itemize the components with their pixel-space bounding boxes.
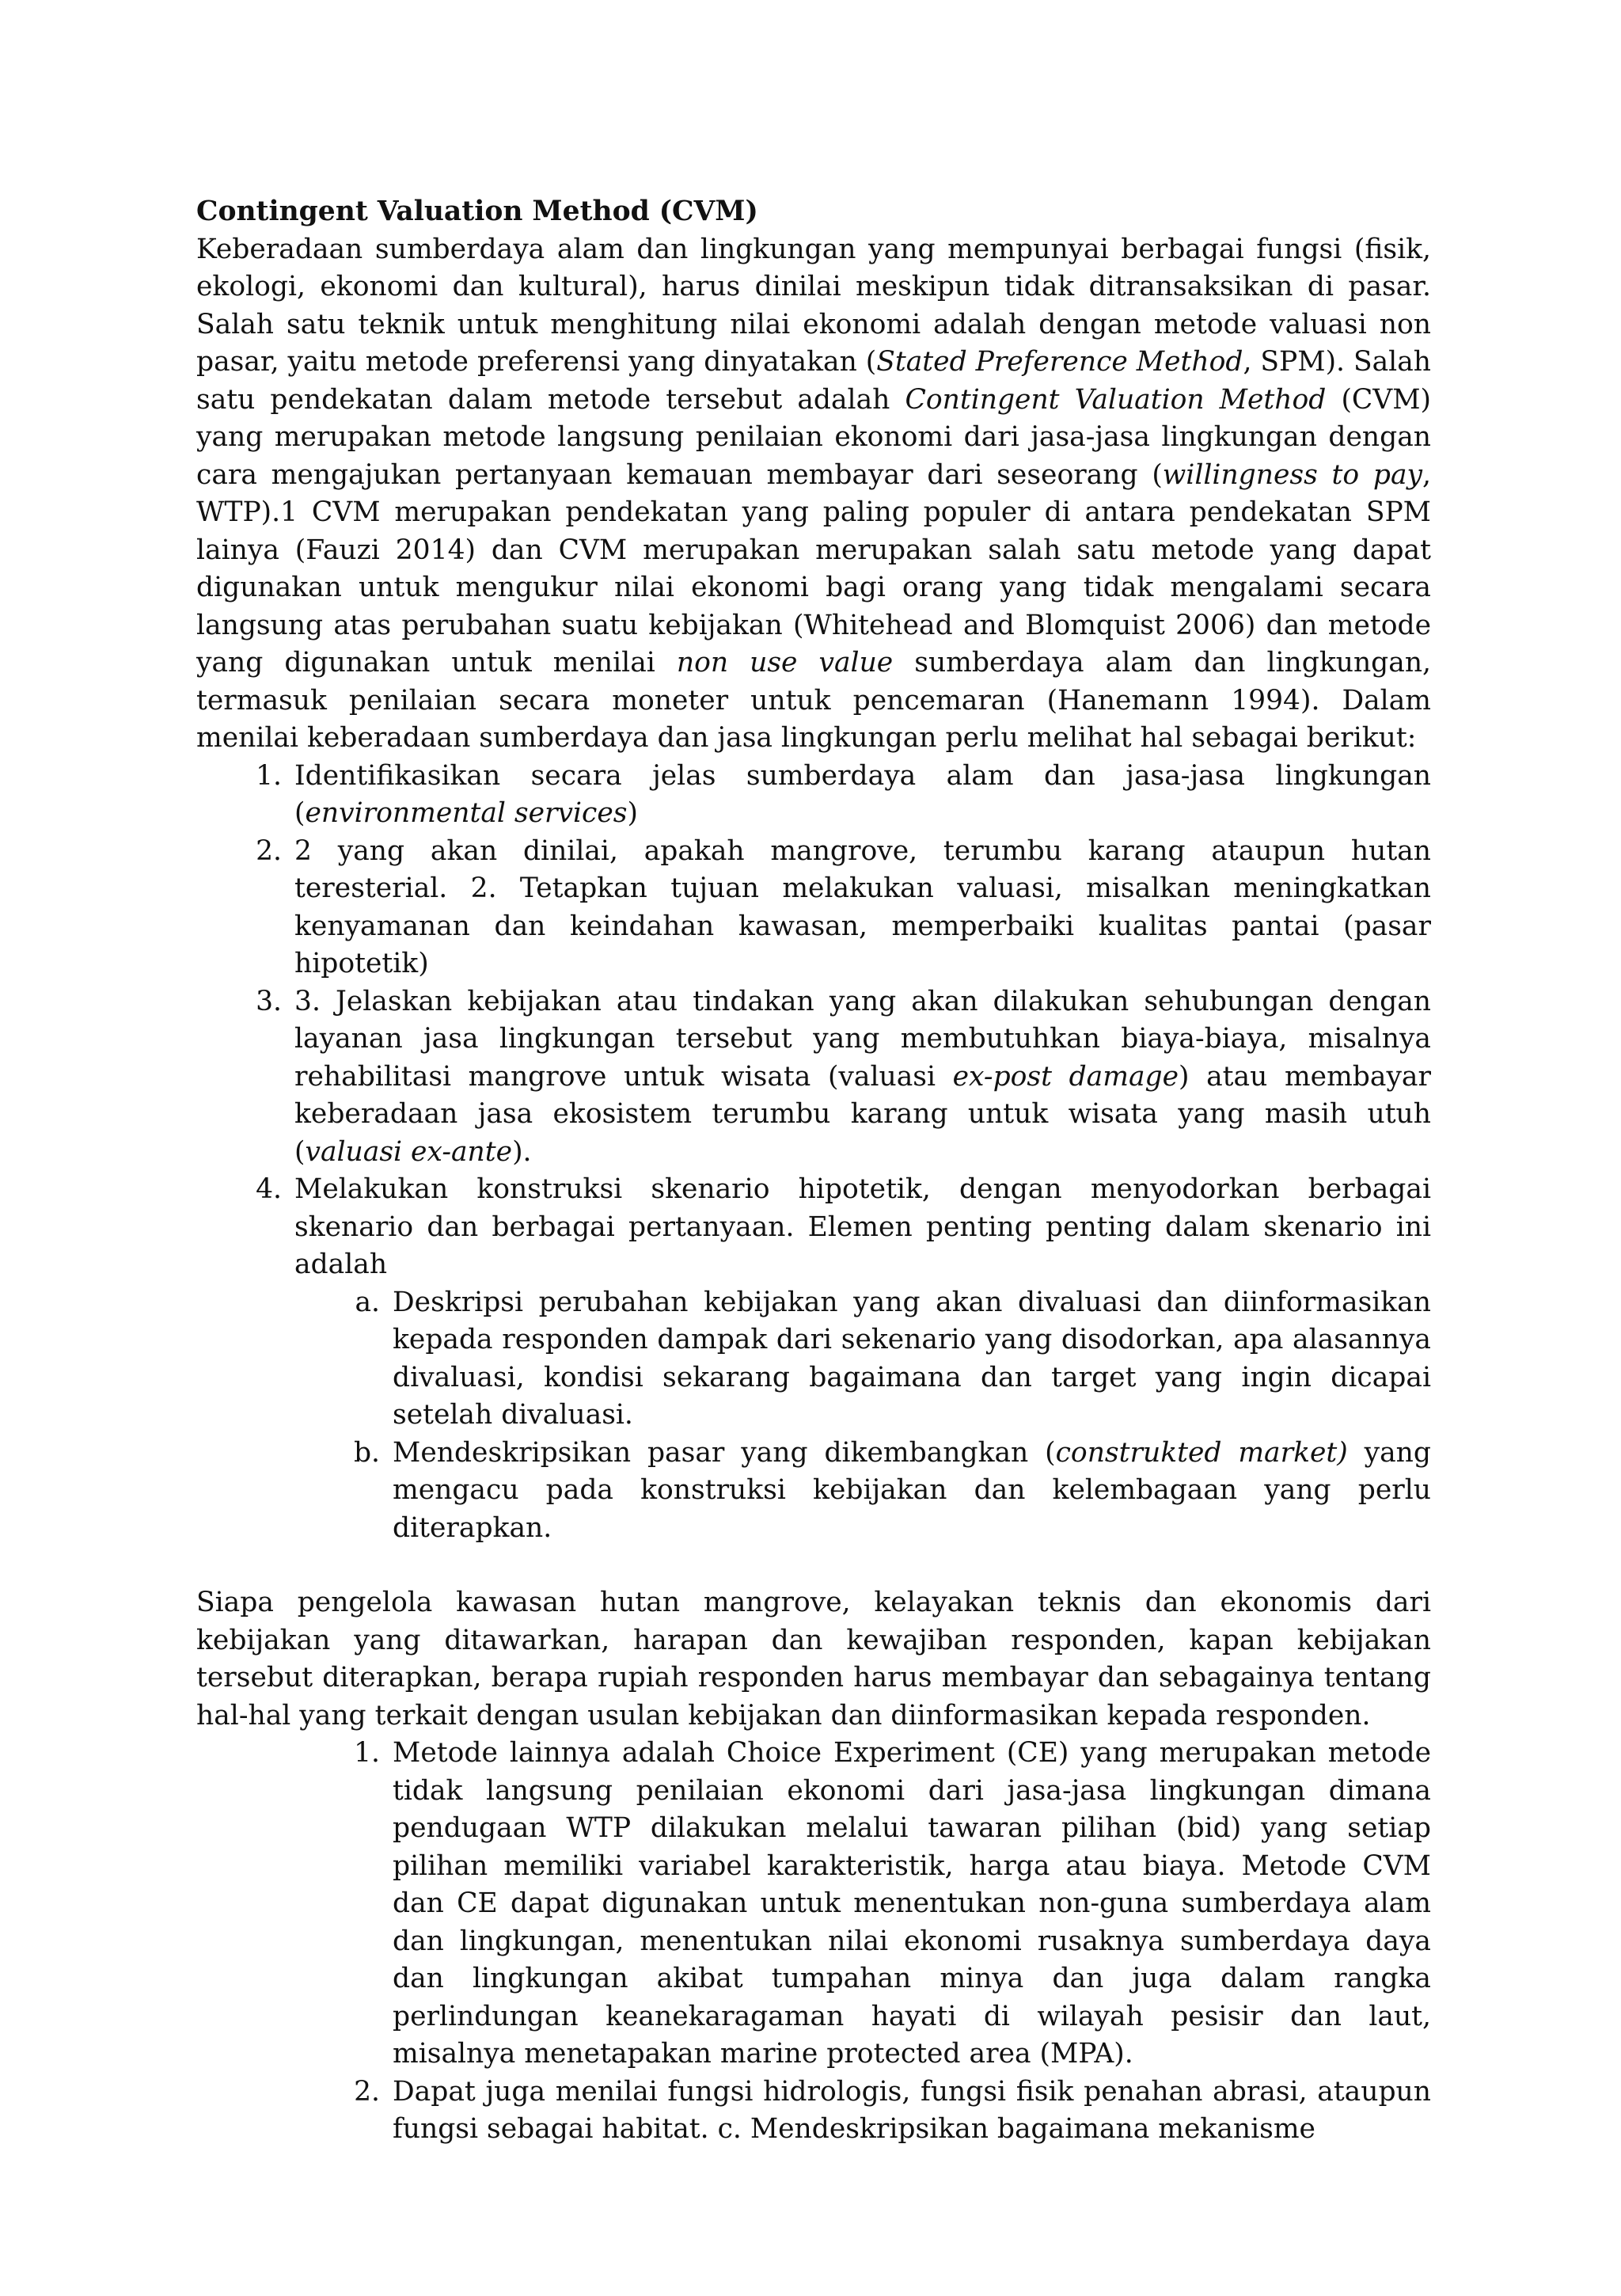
text-run: ) atau membayar keberadaan jasa ekosistem terumbu karang untuk wisata yang masih utuh ( bbox=[294, 1060, 1431, 1168]
valuation-steps-list bbox=[196, 758, 1431, 1284]
text-run: , SPM). Salah satu pendekatan dalam metode tersebut adalah bbox=[196, 346, 1431, 416]
italic-text: Stated Preference Method bbox=[876, 346, 1243, 378]
list-item bbox=[256, 983, 1431, 1172]
text-run: (CVM) yang merupakan metode langsung penilaian ekonomi dari jasa-jasa lingkungan dengan cara mengajukan pertanyaan kemauan membayar dari seseorang ( bbox=[196, 383, 1431, 491]
document-body bbox=[196, 193, 1431, 2149]
list-item bbox=[355, 1284, 1431, 1435]
list-item bbox=[354, 1735, 1431, 2074]
italic-text: ex-post damage bbox=[952, 1060, 1179, 1093]
list-item-text bbox=[393, 2076, 1431, 2146]
list-item-text bbox=[393, 1287, 1431, 1431]
text-run: Metode lainnya adalah Choice Experiment (CE) yang merupakan metode tidak langsung penilaian ekonomi dari jasa-jasa lingkungan dimana pendugaan WTP dilakukan melalui tawaran pilihan (bid) yang setiap pilihan memiliki variabel karakteristik, harga atau biaya. Metode CVM dan CE dapat digunakan untuk menentukan non-guna sumberdaya alam dan lingkungan, menentukan nilai ekonomi rusaknya sumberdaya daya dan lingkungan akibat tumpahan minya dan juga dalam rangka perlindungan keanekaragaman hayati di wilayah pesisir dan laut, misalnya menetapakan marine protected area (MPA). bbox=[393, 1737, 1431, 2070]
list-item-text bbox=[393, 1437, 1431, 1544]
list-item-number: 3. bbox=[256, 985, 282, 1017]
section-title: Contingent Valuation Method (CVM) bbox=[196, 196, 758, 227]
other-methods-list bbox=[196, 1735, 1431, 2149]
text-run: Mendeskripsikan pasar yang dikembangkan ( bbox=[393, 1436, 1056, 1469]
text-run: ). bbox=[512, 1135, 532, 1168]
list-item-text bbox=[294, 760, 1431, 830]
italic-text: non use value bbox=[676, 647, 894, 679]
scenario-elements-sublist bbox=[196, 1284, 1431, 1548]
list-item bbox=[354, 2074, 1431, 2149]
italic-text: willingness to pay bbox=[1162, 458, 1423, 491]
italic-text: valuasi ex-ante bbox=[305, 1135, 513, 1168]
text-run: ) bbox=[627, 797, 638, 829]
list-item-number: 1. bbox=[354, 1737, 380, 1769]
text-run: sumberdaya alam dan lingkungan, termasuk penilaian secara moneter untuk pencemaran (Hanemann 1994). Dalam menilai keberadaan sumberdaya dan jasa lingkungan perlu melihat hal sebagai berikut: bbox=[196, 647, 1432, 754]
list-item bbox=[256, 1171, 1431, 1284]
italic-text: Contingent Valuation Method bbox=[905, 383, 1327, 416]
text-run: Dapat juga menilai fungsi hidrologis, fungsi fisik penahan abrasi, ataupun fungsi sebagai habitat. c. Mendeskripsikan bagaimana mekanisme bbox=[393, 2075, 1431, 2145]
text-run: yang mengacu pada konstruksi kebijakan dan kelembagaan yang perlu diterapkan. bbox=[393, 1436, 1431, 1544]
list-item-number: b. bbox=[353, 1436, 380, 1469]
intro-paragraph bbox=[196, 231, 1431, 758]
paragraph-spacer bbox=[196, 1547, 1431, 1584]
list-item-text bbox=[294, 835, 1431, 980]
text-run: Keberadaan sumberdaya alam dan lingkungan yang mempunyai berbagai fungsi (fisik, ekologi, ekonomi dan kultural), harus dinilai meskipun tidak ditransaksikan di pasar. Salah satu teknik untuk menghitung nilai ekonomi adalah dengan metode valuasi non pasar, yaitu metode preferensi yang dinyatakan ( bbox=[196, 233, 1431, 378]
list-item bbox=[256, 833, 1431, 983]
list-item-text bbox=[294, 986, 1431, 1168]
list-item-text bbox=[294, 1173, 1431, 1280]
list-item-number: 2. bbox=[354, 2075, 380, 2108]
list-item-number: 2. bbox=[256, 834, 282, 867]
list-item-number: 4. bbox=[256, 1173, 282, 1205]
text-run: , WTP).1 CVM merupakan pendekatan yang paling populer di antara pendekatan SPM lainya (Fauzi 2014) dan CVM merupakan merupakan salah satu metode yang dapat digunakan untuk mengukur nilai ekonomi bagi orang yang tidak mengalami secara langsung atas perubahan suatu kebijakan (Whitehead and Blomquist 2006) dan metode yang digunakan untuk menilai bbox=[196, 458, 1431, 679]
text-run: 2 yang akan dinilai, apakah mangrove, terumbu karang ataupun hutan teresterial. 2. Tetapkan tujuan melakukan valuasi, misalkan meningkatkan kenyamanan dan keindahan kawasan, memperbaiki kualitas pantai (pasar hipotetik) bbox=[294, 834, 1431, 979]
scenario-paragraph: Siapa pengelola kawasan hutan mangrove, kelayakan teknis dan ekonomis dari kebijakan yang ditawarkan, harapan dan kewajiban responden, kapan kebijakan tersebut diterapkan, berapa rupiah responden harus membayar dan sebagainya tentang hal-hal yang terkait dengan usulan kebijakan dan diinformasikan kepada responden. bbox=[196, 1587, 1431, 1732]
text-run: Deskripsi perubahan kebijakan yang akan divaluasi dan diinformasikan kepada responden dampak dari sekenario yang disodorkan, apa alasannya divaluasi, kondisi sekarang bagaimana dan target yang ingin dicapai setelah divaluasi. bbox=[393, 1286, 1431, 1431]
list-item-text bbox=[393, 1737, 1431, 2070]
list-item-number: 1. bbox=[256, 759, 282, 792]
text-run: 3. Jelaskan kebijakan atau tindakan yang akan dilakukan sehubungan dengan layanan jasa lingkungan tersebut yang membutuhkan biaya-biaya, misalnya rehabilitasi mangrove untuk wisata (valuasi bbox=[294, 985, 1431, 1093]
italic-text: construkted market) bbox=[1055, 1436, 1348, 1469]
list-item bbox=[256, 758, 1431, 833]
text-run: Identifikasikan secara jelas sumberdaya alam dan jasa-jasa lingkungan ( bbox=[294, 759, 1431, 829]
list-item bbox=[353, 1435, 1431, 1548]
list-item-number: a. bbox=[355, 1286, 380, 1318]
italic-text: environmental services bbox=[305, 797, 628, 829]
text-run: Melakukan konstruksi skenario hipotetik, dengan menyodorkan berbagai skenario dan berbagai pertanyaan. Elemen penting penting dalam skenario ini adalah bbox=[294, 1173, 1431, 1280]
